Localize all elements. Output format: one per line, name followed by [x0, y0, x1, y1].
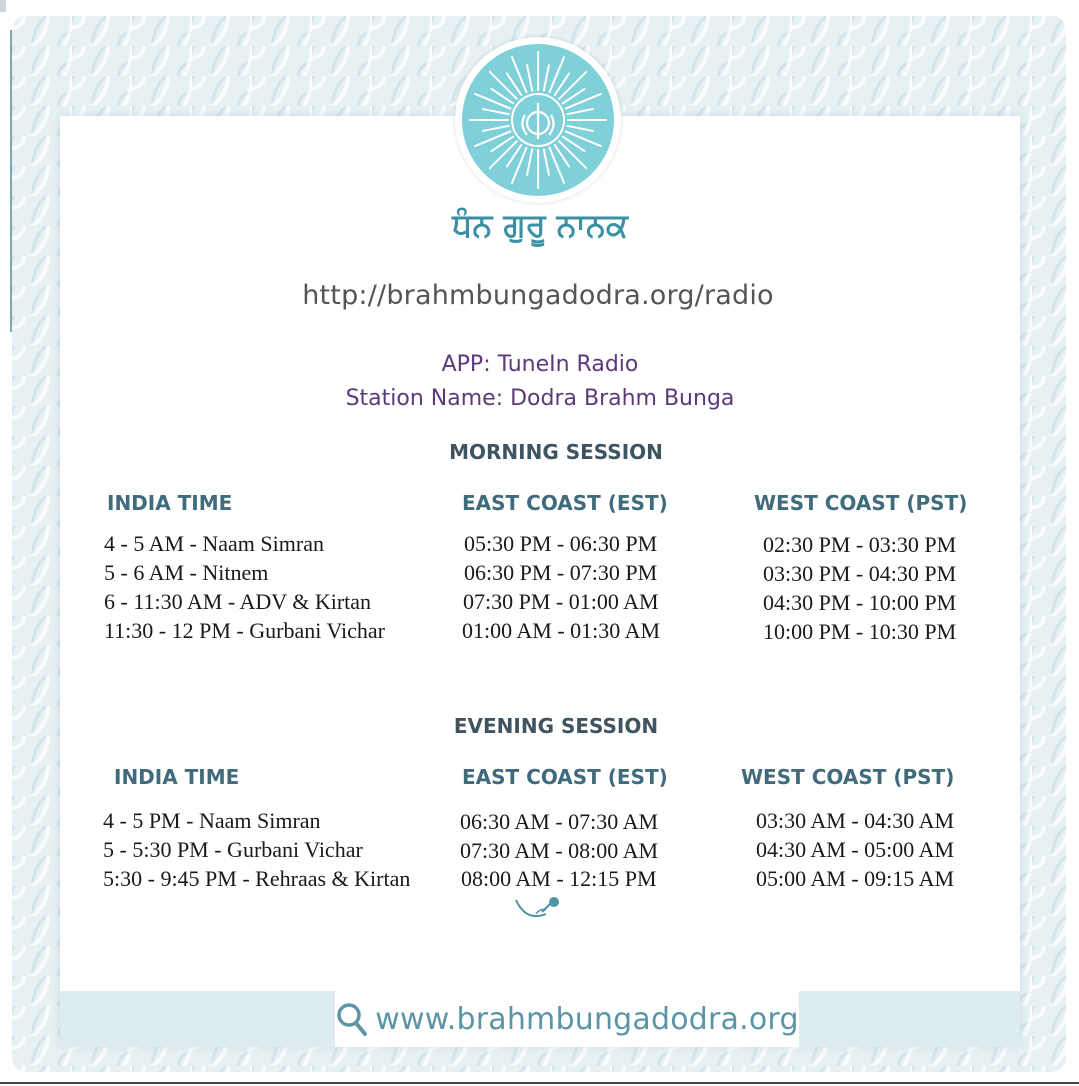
morning-pst-4: 10:00 PM - 10:30 PM [763, 619, 957, 644]
morning-header-est: EAST COAST (EST) [462, 491, 668, 515]
morning-pst-1: 02:30 PM - 03:30 PM [763, 532, 957, 557]
radio-url-link[interactable]: http://brahmbungadodra.org/radio [302, 280, 774, 311]
morning-session-title: MORNING SESSION [449, 440, 663, 464]
evening-header-india: INDIA TIME [114, 765, 240, 789]
bottom-divider [0, 1082, 1079, 1084]
morning-est-3: 07:30 PM - 01:00 AM [463, 589, 659, 614]
evening-pst-1: 03:30 AM - 04:30 AM [756, 808, 955, 833]
evening-india-2: 5 - 5:30 PM - Gurbani Vichar [103, 837, 363, 862]
morning-header-pst: WEST COAST (PST) [754, 491, 968, 515]
morning-pst-2: 03:30 PM - 04:30 PM [763, 561, 957, 586]
morning-header-india: INDIA TIME [107, 491, 233, 515]
morning-est-1: 05:30 PM - 06:30 PM [464, 531, 658, 556]
app-info: APP: TuneIn Radio [441, 352, 639, 377]
station-name: Station Name: Dodra Brahm Bunga [345, 386, 735, 411]
morning-est-2: 06:30 PM - 07:30 PM [464, 560, 658, 585]
evening-session-title: EVENING SESSION [453, 714, 659, 738]
gurmukhi-tagline: ਧੰਨ ਗੁਰੂ ਨਾਨਕ [452, 206, 628, 244]
left-edge-line [10, 30, 12, 332]
evening-est-2: 07:30 AM - 08:00 AM [460, 838, 659, 863]
logo [455, 37, 621, 203]
morning-india-1: 4 - 5 AM - Naam Simran [104, 531, 324, 556]
evening-india-3: 5:30 - 9:45 PM - Rehraas & Kirtan [103, 866, 411, 891]
morning-pst-3: 04:30 PM - 10:00 PM [763, 590, 957, 615]
evening-est-3: 08:00 AM - 12:15 PM [461, 866, 657, 891]
website-url-link[interactable]: www.brahmbungadodra.org [375, 1001, 799, 1037]
morning-est-4: 01:00 AM - 01:30 AM [462, 618, 661, 643]
evening-header-pst: WEST COAST (PST) [741, 765, 955, 789]
evening-pst-2: 04:30 AM - 05:00 AM [756, 837, 955, 862]
morning-india-4: 11:30 - 12 PM - Gurbani Vichar [104, 618, 385, 643]
morning-india-3: 6 - 11:30 AM - ADV & Kirtan [104, 589, 372, 614]
evening-est-1: 06:30 AM - 07:30 AM [460, 809, 659, 834]
logo-sunburst-icon [455, 37, 621, 203]
corner-mark [0, 0, 6, 12]
evening-header-est: EAST COAST (EST) [462, 765, 668, 789]
footer [335, 991, 799, 1047]
morning-india-2: 5 - 6 AM - Nitnem [104, 560, 269, 585]
floral-ornament-icon [512, 894, 568, 924]
evening-pst-3: 05:00 AM - 09:15 AM [756, 866, 955, 891]
evening-india-1: 4 - 5 PM - Naam Simran [103, 808, 321, 833]
search-icon [335, 999, 369, 1039]
